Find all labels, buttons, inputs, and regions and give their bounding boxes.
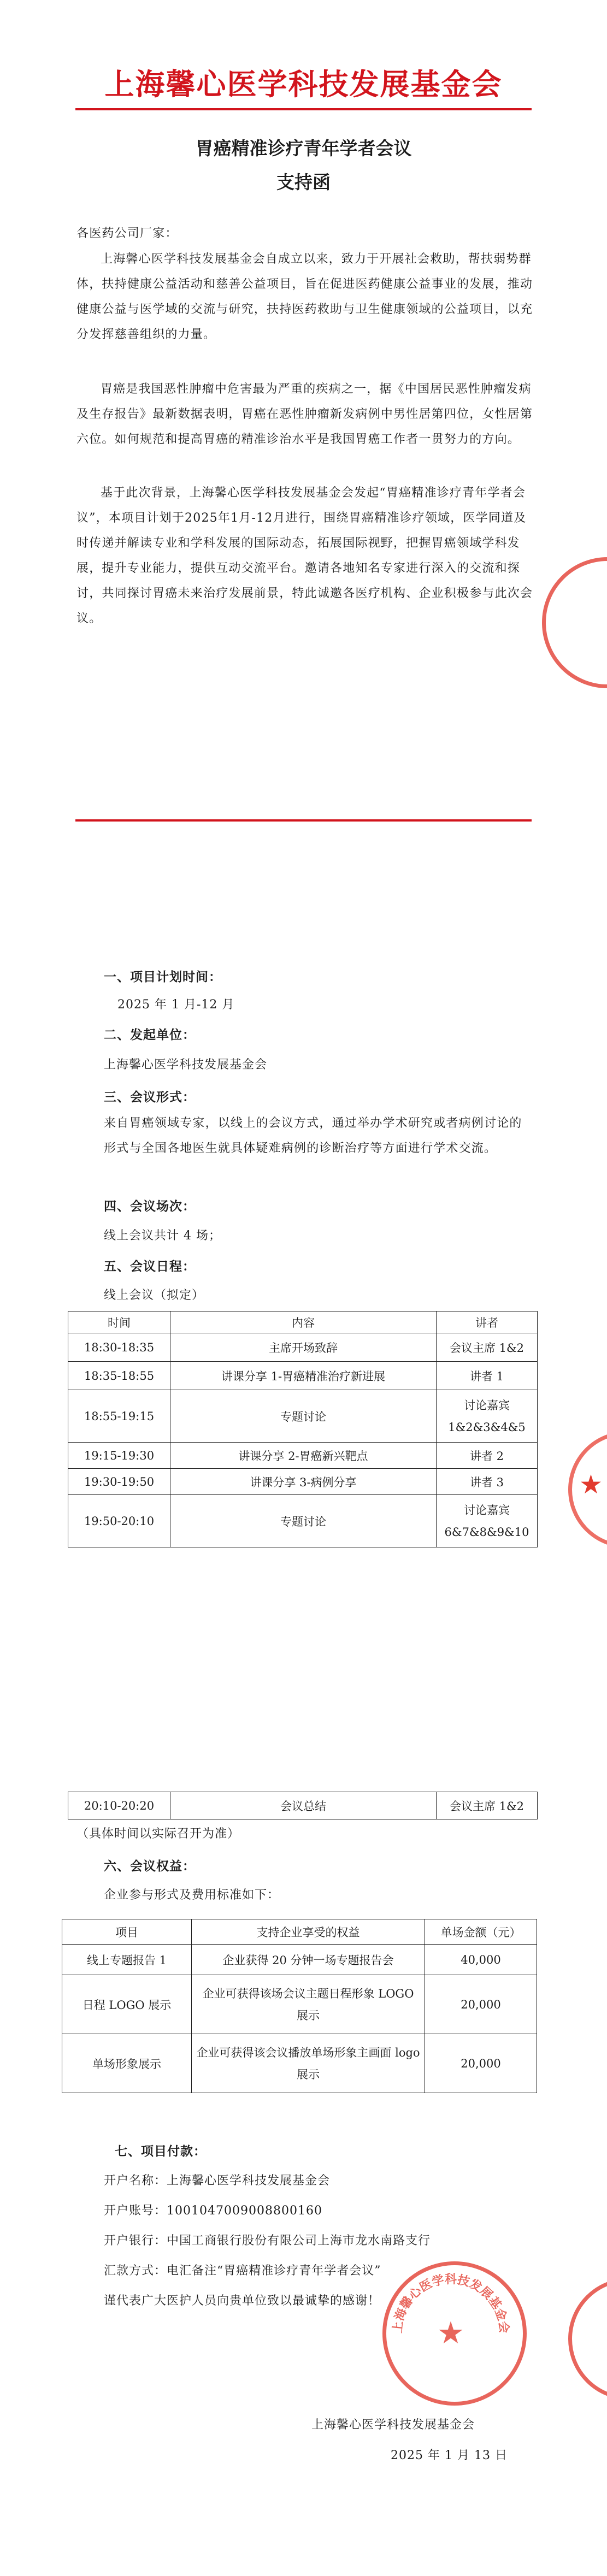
agenda-col-time: 时间 xyxy=(68,1311,170,1333)
benefits-cell: 20,000 xyxy=(425,2034,537,2093)
benefits-heading: 六、会议权益： xyxy=(104,1859,196,1874)
letterhead-title: 上海馨心医学科技发展基金会 xyxy=(104,67,503,102)
seal-arc-text: 上海馨心医学科技发展基金会 xyxy=(391,2273,511,2334)
format-text: 来自胃癌领域专家，以线上的会议方式，通过举办学术研究或者病例讨论的形式与全国各地医生就具体疑难病例的诊断治疗等方面进行学术交流。 xyxy=(104,1116,522,1155)
agenda-cell: 讲者 1 xyxy=(437,1362,538,1390)
benefits-cell: 20,000 xyxy=(425,1975,537,2034)
agenda-cell: 18:55-19:15 xyxy=(68,1390,170,1443)
plan-time-value: 2025 年 1 月-12 月 xyxy=(117,998,235,1012)
salutation: 各医药公司厂家： xyxy=(76,227,178,240)
footer-rule xyxy=(75,819,532,822)
agenda-footnote: （具体时间以实际召开为准） xyxy=(76,1827,240,1841)
agenda-cell: 19:30-19:50 xyxy=(68,1469,170,1495)
organizer-heading: 二、发起单位： xyxy=(104,1027,196,1042)
agenda-cell: 19:50-20:10 xyxy=(68,1495,170,1547)
benefits-cell: 线上专题报告 1 xyxy=(62,1945,192,1975)
payment-line: 开户银行：中国工商银行股份有限公司上海市龙水南路支行 xyxy=(104,2234,431,2248)
agenda-cell: 18:30-18:35 xyxy=(68,1333,170,1362)
table-row xyxy=(62,1945,537,1975)
sessions-value: 线上会议共计 4 场； xyxy=(104,1229,221,1243)
seal-star-icon: ★ xyxy=(437,2315,465,2351)
agenda-table xyxy=(68,1311,538,1547)
agenda-cell: 会议主席 1&2 xyxy=(437,1333,538,1362)
benefits-col-rights: 支持企业享受的权益 xyxy=(192,1919,425,1945)
benefits-cell: 40,000 xyxy=(425,1945,537,1975)
agenda-cell: 讨论嘉宾 1&2&3&4&5 xyxy=(437,1390,538,1443)
benefits-cell: 单场形象展示 xyxy=(62,2034,192,2093)
paragraph-1: 上海馨心医学科技发展基金会自成立以来，致力于开展社会救助，帮扶弱势群体，扶持健康公益活动和慈善公益项目，旨在促进医药健康公益事业的发展，推动健康公益与医学域的交流与研究，扶持医药救助与卫生健康领域的公益项目，以充分发挥慈善组织的力量。 xyxy=(76,252,533,341)
paragraph-3: 基于此次背景，上海馨心医学科技发展基金会发起“胃癌精准诊疗青年学者会议”，本项目计划于2025年1月-12月进行，围绕胃癌精准诊疗领域，医学同道及时传递并解读专业和学科发展的国际动态，拓展国际视野，把握胃癌领域学科发展，提升专业能力，提供互动交流平台。邀请各地知名专家进行深入的交流和探讨，共同探讨胃癌未来治疗发展前景，特此诚邀各医疗机构、企业积极参与此次会议。 xyxy=(76,486,533,625)
agenda-cell: 讲者 2 xyxy=(437,1443,538,1469)
table-row xyxy=(68,1390,538,1443)
table-row xyxy=(68,1495,538,1547)
letterhead-rule xyxy=(75,108,532,110)
agenda-note: 线上会议（拟定） xyxy=(104,1289,205,1302)
agenda-cell: 会议总结 xyxy=(170,1792,437,1819)
payment-line: 谨代表广大医护人员向贵单位致以最诚挚的感谢！ xyxy=(104,2294,381,2308)
paragraph-2: 胃癌是我国恶性肿瘤中危害最为严重的疾病之一，据《中国居民恶性肿瘤发病及生存报告》最新数据表明，胃癌在恶性肿瘤新发病例中男性居第四位，女性居第六位。如何规范和提高胃癌的精准诊治水平是我国胃癌工作者一贯努力的方向。 xyxy=(76,382,533,446)
sessions-heading: 四、会议场次： xyxy=(104,1199,196,1214)
agenda-cell: 专题讨论 xyxy=(170,1390,437,1443)
payment-line: 开户账号：1001047009008800160 xyxy=(104,2204,322,2218)
agenda-heading: 五、会议日程： xyxy=(104,1259,196,1274)
agenda-cell: 专题讨论 xyxy=(170,1495,437,1547)
agenda-cell: 20:10-20:20 xyxy=(68,1792,170,1819)
table-row xyxy=(68,1333,538,1362)
benefits-table xyxy=(62,1919,537,2093)
signature-org: 上海馨心医学科技发展基金会 xyxy=(311,2418,475,2432)
agenda-cell: 讲课分享 3-病例分享 xyxy=(170,1469,437,1495)
agenda-cell: 19:15-19:30 xyxy=(68,1443,170,1469)
signature-date: 2025 年 1 月 13 日 xyxy=(391,2449,508,2462)
table-row xyxy=(68,1443,538,1469)
agenda-cell: 会议主席 1&2 xyxy=(437,1792,538,1819)
payment-line: 开户名称：上海馨心医学科技发展基金会 xyxy=(104,2174,331,2188)
agenda-cell: 讲者 3 xyxy=(437,1469,538,1495)
half-seal-3 xyxy=(568,2278,607,2403)
benefits-col-amount: 单场金额（元） xyxy=(425,1919,537,1945)
agenda-cell: 18:35-18:55 xyxy=(68,1362,170,1390)
agenda-cell: 讲课分享 1-胃癌精准治疗新进展 xyxy=(170,1362,437,1390)
agenda-cell: 主席开场致辞 xyxy=(170,1333,437,1362)
official-seal-graphic xyxy=(382,2261,519,2398)
agenda-col-content: 内容 xyxy=(170,1311,437,1333)
organizer-value: 上海馨心医学科技发展基金会 xyxy=(104,1058,268,1072)
table-row xyxy=(62,1975,537,2034)
official-seal xyxy=(382,2261,527,2406)
table-row xyxy=(68,1792,538,1819)
half-seal-2: ★ xyxy=(568,1431,607,1551)
benefits-intro: 企业参与形式及费用标准如下： xyxy=(104,1888,280,1902)
table-row xyxy=(62,2034,537,2093)
benefits-col-item: 项目 xyxy=(62,1919,192,1945)
benefits-cell: 企业可获得该场会议主题日程形象 LOGO 展示 xyxy=(192,1975,425,2034)
table-row xyxy=(68,1469,538,1495)
agenda-cell: 讨论嘉宾 6&7&8&9&10 xyxy=(437,1495,538,1547)
document-subtitle: 支持函 xyxy=(276,172,331,193)
plan-time-heading: 一、项目计划时间： xyxy=(104,970,222,984)
benefits-cell: 日程 LOGO 展示 xyxy=(62,1975,192,2034)
payment-line: 汇款方式：电汇备注“胃癌精准诊疗青年学者会议” xyxy=(104,2264,381,2278)
benefits-cell: 企业可获得该会议播放单场形象主画面 logo 展示 xyxy=(192,2034,425,2093)
payment-heading: 七、项目付款： xyxy=(115,2144,207,2159)
document-title: 胃癌精准诊疗青年学者会议 xyxy=(195,138,412,159)
agenda-cell: 讲课分享 2-胃癌新兴靶点 xyxy=(170,1443,437,1469)
agenda-table-continued xyxy=(68,1792,538,1819)
table-row xyxy=(68,1362,538,1390)
format-heading: 三、会议形式： xyxy=(104,1090,196,1104)
benefits-cell: 企业获得 20 分钟一场专题报告会 xyxy=(192,1945,425,1975)
agenda-col-speaker: 讲者 xyxy=(437,1311,538,1333)
half-seal-1 xyxy=(542,557,607,776)
